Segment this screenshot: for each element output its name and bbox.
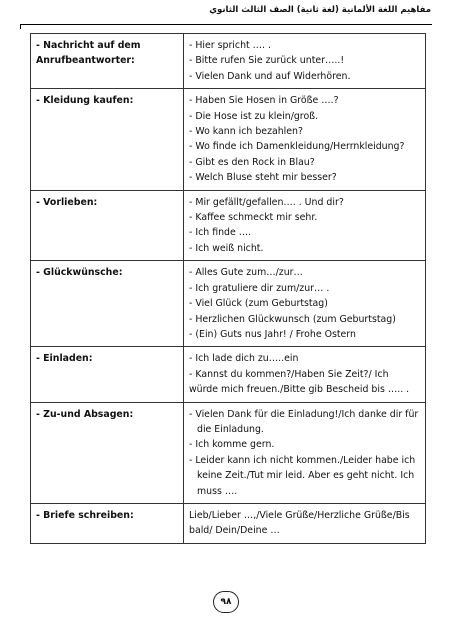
phrase-line: - Alles Gute zum…/zur… — [189, 267, 303, 279]
page-number-badge: ٩٨ — [213, 591, 239, 613]
header-rule — [20, 24, 432, 25]
phrase-line: - Hier spricht …. . — [189, 40, 271, 51]
phrases-cell — [184, 190, 426, 261]
phrase-line: - Haben Sie Hosen in Größe ….? — [189, 95, 339, 107]
phrases-cell — [184, 347, 426, 402]
table-row — [31, 347, 426, 402]
phrases-cell — [184, 402, 426, 503]
table-row — [31, 34, 426, 89]
table-row — [31, 190, 426, 261]
phrase-line: - Ich weiß nicht. — [189, 242, 264, 254]
phrases-cell — [184, 261, 426, 347]
phrase-line: - Leider kann ich nicht kommen./Leider habe ich keine Zeit./Tut mir leid. Aber es geht nicht. Ich muss …. — [189, 454, 416, 497]
topic-cell: - Glückwünsche: — [31, 261, 184, 347]
phrase-line: - Vielen Dank und auf Widerhören. — [189, 70, 351, 82]
page-header: مفاهيم اللغة الألمانية (لغة ثانية) الصف الثالث الثانوي — [209, 5, 431, 15]
phrase-line: - Die Hose ist zu klein/groß. — [189, 110, 319, 122]
header-tick — [20, 24, 21, 29]
table-row — [31, 261, 426, 347]
phrase-line: - Bitte rufen Sie zurück unter…..! — [189, 55, 345, 67]
phrases-table — [30, 33, 426, 544]
phrase-line: - Welch Bluse steht mir besser? — [189, 172, 337, 184]
topic-cell: - Zu-und Absagen: — [31, 402, 184, 503]
phrase-line: - Herzlichen Glückwunsch (zum Geburtstag) — [189, 313, 396, 325]
phrases-cell — [184, 89, 426, 190]
table-row — [31, 402, 426, 503]
phrase-line: - Gibt es den Rock in Blau? — [189, 156, 315, 168]
phrase-line: - Kaffee schmeckt mir sehr. — [189, 212, 318, 224]
phrase-line: - Viel Glück (zum Geburtstag) — [189, 298, 328, 310]
phrase-line: - Ich komme gern. — [189, 439, 275, 451]
table-row — [31, 503, 426, 543]
phrase-line: - Vielen Dank für die Einladung!/Ich danke dir für die Einladung. — [189, 408, 419, 435]
phrase-line: - Kannst du kommen?/Haben Sie Zeit?/ Ich würde mich freuen./Bitte gib Bescheid bis ….. . — [189, 368, 410, 396]
phrase-line: - Mir gefällt/gefallen…. . Und dir? — [189, 196, 344, 208]
topic-cell: - Nachricht auf dem Anrufbeantworter: — [31, 34, 184, 89]
phrase-line: - Ich gratuliere dir zum/zur… . — [189, 282, 330, 294]
phrases-cell — [184, 503, 426, 543]
topic-cell: - Einladen: — [31, 347, 184, 402]
phrase-line: - Ich lade dich zu…..ein — [189, 353, 299, 365]
topic-cell: - Kleidung kaufen: — [31, 89, 184, 190]
phrase-line: - Ich finde …. — [189, 227, 252, 239]
table-row — [31, 89, 426, 190]
topic-cell: - Briefe schreiben: — [31, 503, 184, 543]
phrase-line: Lieb/Lieber …,/Viele Grüße/Herzliche Grüße/Bis bald/ Dein/Deine … — [189, 509, 410, 537]
phrase-line: - Wo finde ich Damenkleidung/Herrnkleidung? — [189, 141, 405, 153]
phrases-cell — [184, 34, 426, 89]
phrase-line: - Wo kann ich bezahlen? — [189, 126, 303, 138]
topic-cell: - Vorlieben: — [31, 190, 184, 261]
phrase-line: - (Ein) Guts nus Jahr! / Frohe Ostern — [189, 328, 356, 340]
